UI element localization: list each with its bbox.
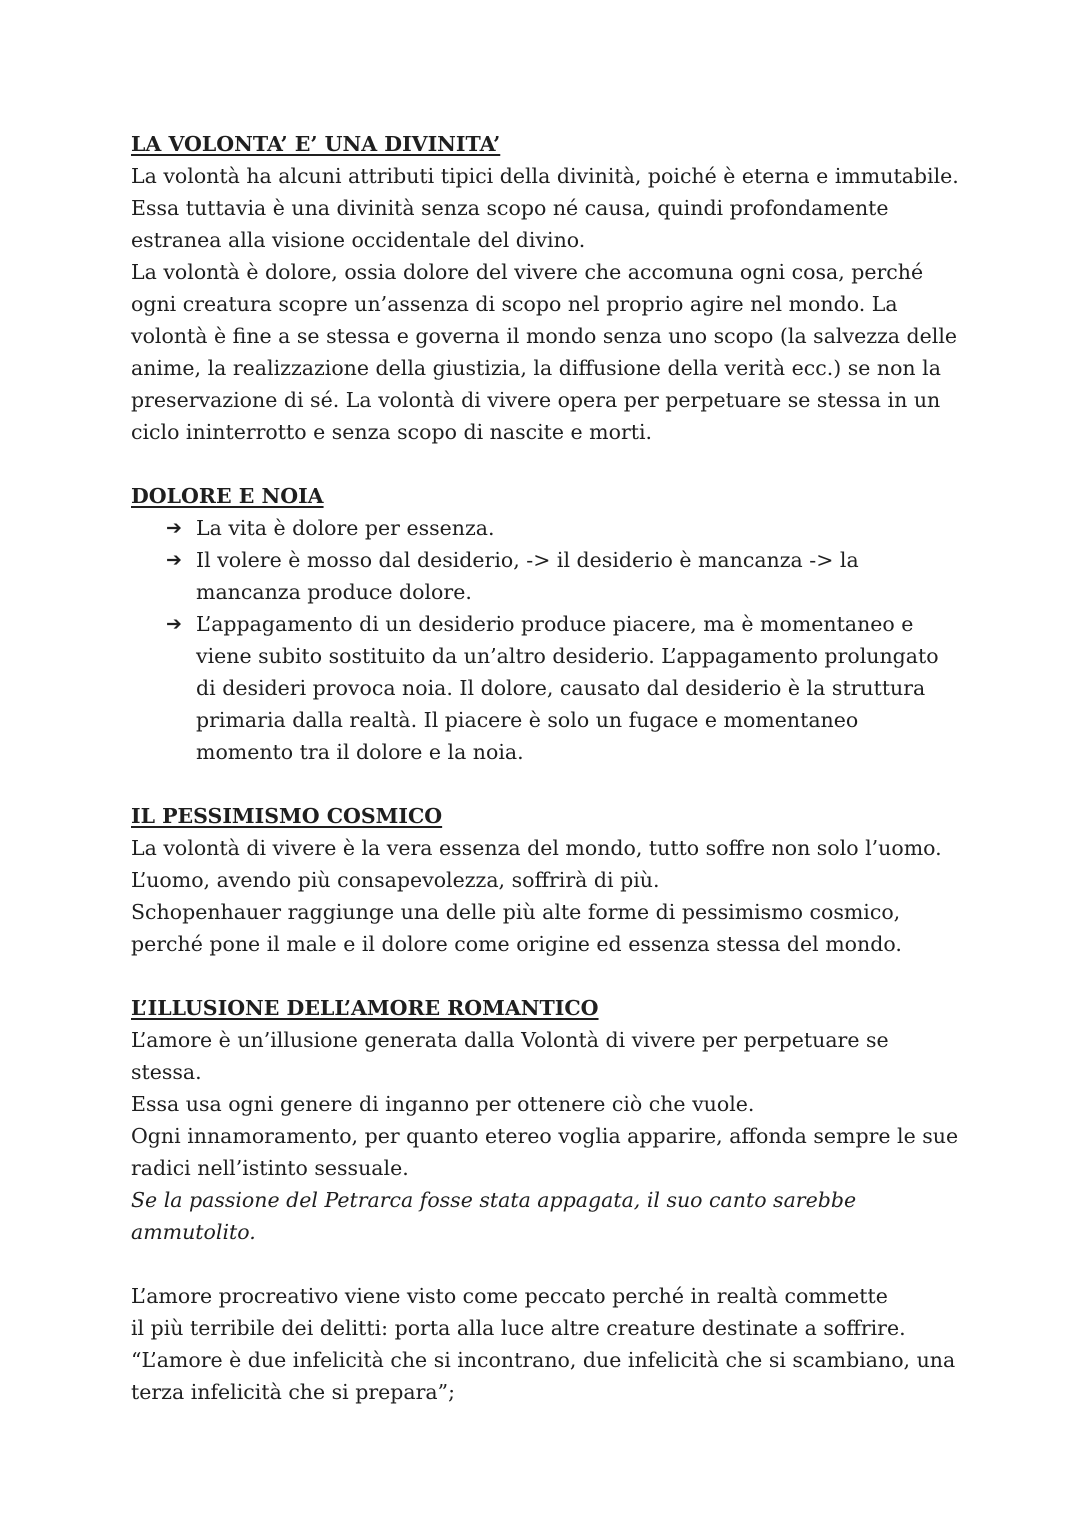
list-item-text: Il volere è mosso dal desiderio, -> il desiderio è mancanza -> la mancanza produce dolore. (196, 548, 859, 604)
section-heading: IL PESSIMISMO COSMICO (131, 804, 443, 828)
paragraph: La volontà di vivere è la vera essenza del mondo, tutto soffre non solo l’uomo. (131, 836, 942, 860)
paragraph: L’amore procreativo viene visto come peccato perché in realtà commette (131, 1284, 888, 1308)
section-pessimismo-cosmico (131, 800, 961, 960)
section-heading: L’ILLUSIONE DELL’AMORE ROMANTICO (131, 996, 599, 1020)
quote-paragraph: “L’amore è due infelicità che si incontrano, due infelicità che si scambiano, una terza infelicità che si prepara”; (131, 1348, 956, 1404)
section-heading: LA VOLONTA’ E’ UNA DIVINITA’ (131, 132, 501, 156)
arrow-bullet-icon: ➔ (166, 613, 182, 635)
paragraph: il più terribile dei delitti: porta alla luce altre creature destinate a soffrire. (131, 1316, 906, 1340)
section-amore-romantico (131, 992, 961, 1248)
italic-quote: Se la passione del Petrarca fosse stata appagata, il suo canto sarebbe ammutolito. (131, 1188, 857, 1244)
list-item (166, 608, 961, 768)
paragraph: La volontà è dolore, ossia dolore del vivere che accomuna ogni cosa, perché ogni creatura scopre un’assenza di scopo nel proprio agire nel mondo. La volontà è fine a se stessa e governa il mondo senza uno scopo (la salvezza delle anime, la realizzazione della giustizia, la diffusione della verità ecc.) se non la preservazione di sé. La volontà di vivere opera per perpetuare se stessa in un ciclo ininterrotto e senza scopo di nascite e morti. (131, 260, 958, 444)
paragraph: La volontà ha alcuni attributi tipici della divinità, poiché è eterna e immutabile. Essa tuttavia è una divinità senza scopo né causa, quindi profondamente estranea alla visione occidentale del divino. (131, 164, 959, 252)
paragraph: Ogni innamoramento, per quanto etereo voglia apparire, affonda sempre le sue radici nell’istinto sessuale. (131, 1124, 959, 1180)
document-page (131, 128, 961, 1408)
list-item (166, 512, 961, 544)
section-volonta-divinita (131, 128, 961, 448)
arrow-bullet-icon: ➔ (166, 517, 182, 539)
section-amore-procreativo (131, 1280, 961, 1408)
section-heading: DOLORE E NOIA (131, 484, 324, 508)
paragraph: L’uomo, avendo più consapevolezza, soffrirà di più. (131, 868, 660, 892)
bullet-list (131, 512, 961, 768)
arrow-bullet-icon: ➔ (166, 549, 182, 571)
paragraph: L’amore è un’illusione generata dalla Volontà di vivere per perpetuare se stessa. (131, 1028, 889, 1084)
list-item-text: La vita è dolore per essenza. (196, 516, 495, 540)
paragraph: Schopenhauer raggiunge una delle più alte forme di pessimismo cosmico, perché pone il male e il dolore come origine ed essenza stessa del mondo. (131, 900, 902, 956)
list-item-text: L’appagamento di un desiderio produce piacere, ma è momentaneo e viene subito sostituito da un’altro desiderio. L’appagamento prolungato di desideri provoca noia. Il dolore, causato dal desiderio è la struttura primaria dalla realtà. Il piacere è solo un fugace e momentaneo momento tra il dolore e la noia. (196, 612, 939, 764)
list-item (166, 544, 961, 608)
paragraph: Essa usa ogni genere di inganno per ottenere ciò che vuole. (131, 1092, 755, 1116)
section-dolore-noia (131, 480, 961, 768)
